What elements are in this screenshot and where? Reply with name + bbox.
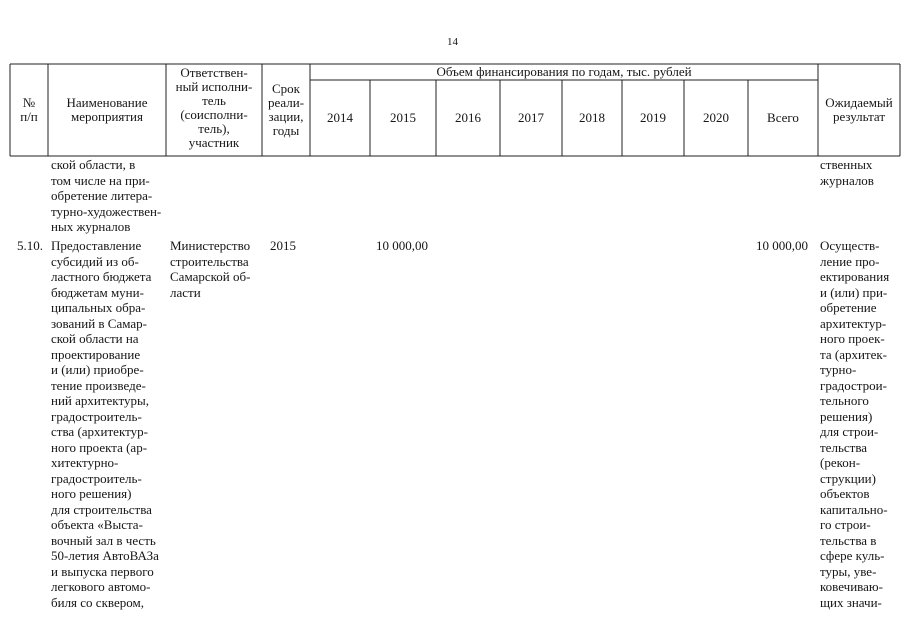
header-num: № п/п — [20, 95, 38, 124]
header-name: Наименование мероприятия — [66, 95, 148, 124]
header-total: Всего — [767, 110, 799, 125]
row-amount-2015: 10 000,00 — [376, 238, 428, 253]
header-executor: Ответствен- ный исполни- тель (соисполни- тель), участник — [175, 65, 253, 150]
continued-row-name: ской области, в том числе на при- обретение литера- турно-художествен- ных журналов — [51, 157, 162, 234]
row-total: 10 000,00 — [756, 238, 808, 253]
header-year-2020: 2020 — [703, 110, 729, 125]
header-year-2015: 2015 — [390, 110, 416, 125]
header-year-2016: 2016 — [455, 110, 481, 125]
header-funding-group: Объем финансирования по годам, тыс. рублей — [436, 64, 692, 79]
row-executor: Министерство строительства Самарской об- ласти — [170, 238, 251, 300]
row-name: Предоставление субсидий из об- ластного бюджета бюджетам муни- ципальных обра- зований в Самар- ской области на проектирование и (или) приобре- тение произведе- ний архитектуры, градостроитель- ства (архитектур- ного проекта (ар- хитектурно- градостроитель- ного решения) для строительства объекта «Выста- вочный зал в честь 50-летия АвтоВАЗа и выпуска первого легкового автомо- биля со сквером, — [51, 238, 159, 610]
row-number: 5.10. — [17, 238, 43, 253]
header-year-2014: 2014 — [327, 110, 353, 125]
row-result: Осуществ- ление про- ектирования и (или) при- обретение архитектур- ного проек- та (архитек- турно- градострои- тельного решения) для строи- тельства (рекон- струкции) объектов капитально- го строи- тельства в сфере куль- туры, уве- ковечиваю- щих значи- — [820, 238, 890, 610]
header-result: Ожидаемый результат — [825, 95, 893, 124]
row-term: 2015 — [270, 238, 296, 253]
page-number: 14 — [447, 36, 458, 48]
header-year-2018: 2018 — [579, 110, 605, 125]
header-year-2019: 2019 — [640, 110, 666, 125]
header-year-2017: 2017 — [518, 110, 544, 125]
continued-row-result: ственных журналов — [820, 157, 874, 188]
header-term: Срок реали- зации, годы — [267, 81, 305, 138]
